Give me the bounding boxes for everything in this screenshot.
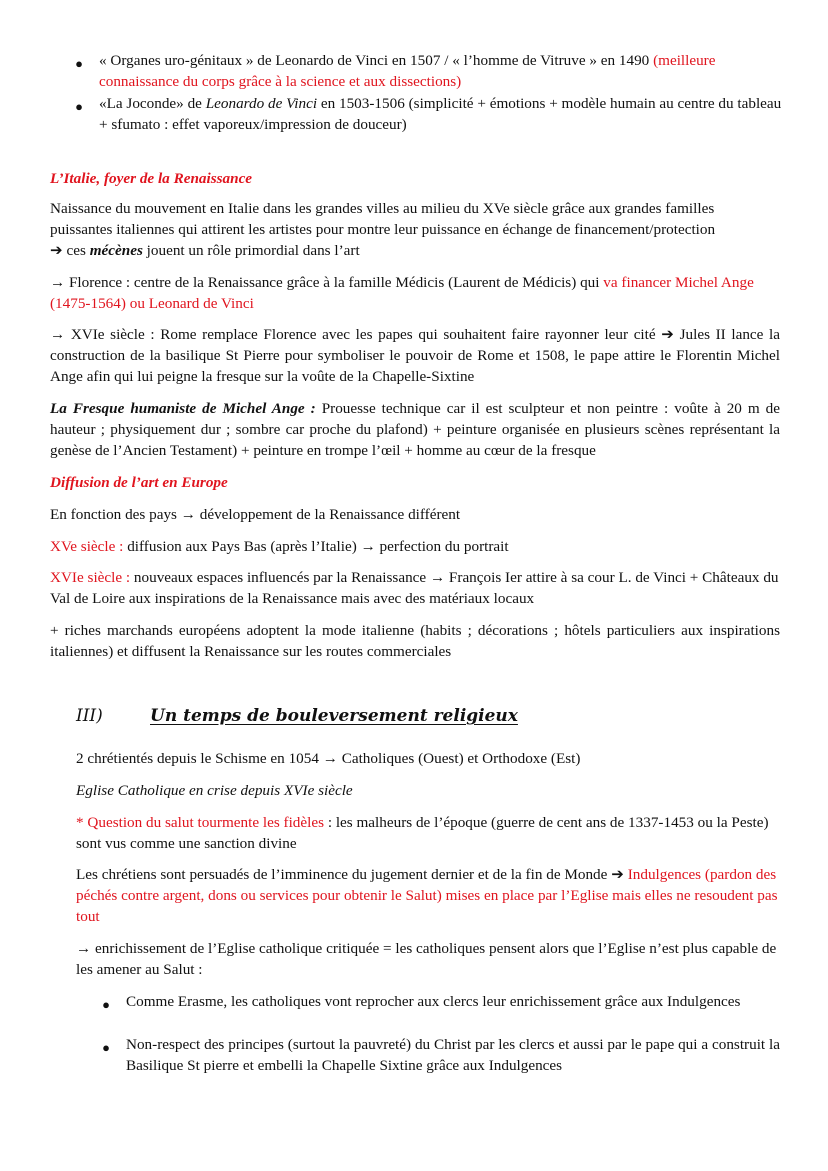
paragraph-naissance: Naissance du mouvement en Italie dans les grandes villes au milieu du XVe siècle grâce aux grandes familles puissantes italiennes qui attirent les artistes pour montre leur puissance en échange de financement/protection ➔ ces mécènes jouent un rôle primordial dans l’art: [50, 200, 716, 259]
paragraph-indulgences: Les chrétiens sont persuadés de l’imminence du jugement dernier et de la fin de Monde ➔ Indulgences (pardon des péchés contre argent, dons ou services pour obtenir le Salut) mises en place par l’Eglise mais elles ne resoudent pas tout: [76, 866, 778, 925]
paragraph-rome: → XVIe siècle : Rome remplace Florence avec les papes qui souhaitent faire rayonner leur cité ➔ Jules II lance la construction de la basilique St Pierre pour symboliser le pouvoir de Rome et 1508, le pape attire le Florentin Michel Ange afin qui lui peigne la fresque sur la voûte de la Chapelle-Sixtine: [50, 326, 780, 385]
bullet-non-respect: Non-respect des principes (surtout la pauvreté) du Christ par les clercs et aussi par le pape qui a construit la Basilique St pierre et embelli la Chapelle Sixtine grâce aux Indulgences: [126, 1036, 780, 1074]
bullet-dot: ●: [75, 99, 83, 114]
bullet-joconde: «La Joconde» de Leonardo de Vinci en 1503-1506 (simplicité + émotions + modèle humain au centre du tableau + sfumato : effet vaporeux/impression de douceur): [99, 95, 782, 133]
heading-diffusion: Diffusion de l’art en Europe: [50, 474, 228, 491]
section-title: Un temps de bouleversement religieux: [150, 706, 518, 726]
bullet-dot: ●: [102, 1040, 110, 1055]
paragraph-enrichissement: → enrichissement de l’Eglise catholique critiquée = les catholiques pensent alors que l’Eglise n’est plus capable de les amener au Salut :: [76, 940, 777, 978]
paragraph-schisme: 2 chrétientés depuis le Schisme en 1054 → Catholiques (Ouest) et Orthodoxe (Est): [76, 750, 581, 767]
paragraph-salut: * Question du salut tourmente les fidèles : les malheurs de l’époque (guerre de cent ans de 1337-1453 ou la Peste) sont vus comme une sanction divine: [76, 814, 769, 852]
paragraph-xvie: XVIe siècle : nouveaux espaces influencés par la Renaissance → François Ier attire à sa cour L. de Vinci + Châteaux du Val de Loire aux inspirations de la Renaissance mais avec des matériaux locaux: [50, 569, 779, 607]
section-number: III): [76, 706, 103, 726]
paragraph-pays: En fonction des pays → développement de la Renaissance différent: [50, 506, 461, 523]
paragraph-marchands: + riches marchands européens adoptent la mode italienne (habits ; décorations ; hôtels particuliers aux inspirations italiennes) et diffusent la Renaissance sur les routes commerciales: [50, 622, 780, 660]
arrow-icon: ➔: [611, 866, 624, 883]
bullet-dot: ●: [75, 56, 83, 71]
arrow-icon: ➔: [50, 242, 63, 259]
paragraph-xve: XVe siècle : diffusion aux Pays Bas (après l’Italie) → perfection du portrait: [50, 538, 509, 555]
arrow-icon: ➔: [661, 326, 674, 343]
paragraph-fresque: La Fresque humaniste de Michel Ange : Prouesse technique car il est sculpteur et non peintre : voûte à 20 m de hauteur ; physiquement dur ; sombre car proche du plafond) + peinture organisée en plusieurs scènes représentant la genèse de l’Ancien Testament) + peinture en trompe l’œil + homme au cœur de la fresque: [50, 400, 781, 459]
bullet-erasme: Comme Erasme, les catholiques vont reprocher aux clercs leur enrichissement grâce aux Indulgences: [126, 993, 741, 1010]
paragraph-crise: Eglise Catholique en crise depuis XVIe siècle: [76, 782, 353, 799]
paragraph-florence: → Florence : centre de la Renaissance grâce à la famille Médicis (Laurent de Médicis) qui va financer Michel Ange (1475-1564) ou Leonard de Vinci: [50, 274, 754, 312]
bullet-dot: ●: [102, 997, 110, 1012]
bullet-organes: « Organes uro-génitaux » de Leonardo de Vinci en 1507 / « l’homme de Vitruve » en 1490 (meilleure connaissance du corps grâce à la science et aux dissections): [99, 52, 716, 90]
heading-italie: L’Italie, foyer de la Renaissance: [50, 170, 253, 187]
